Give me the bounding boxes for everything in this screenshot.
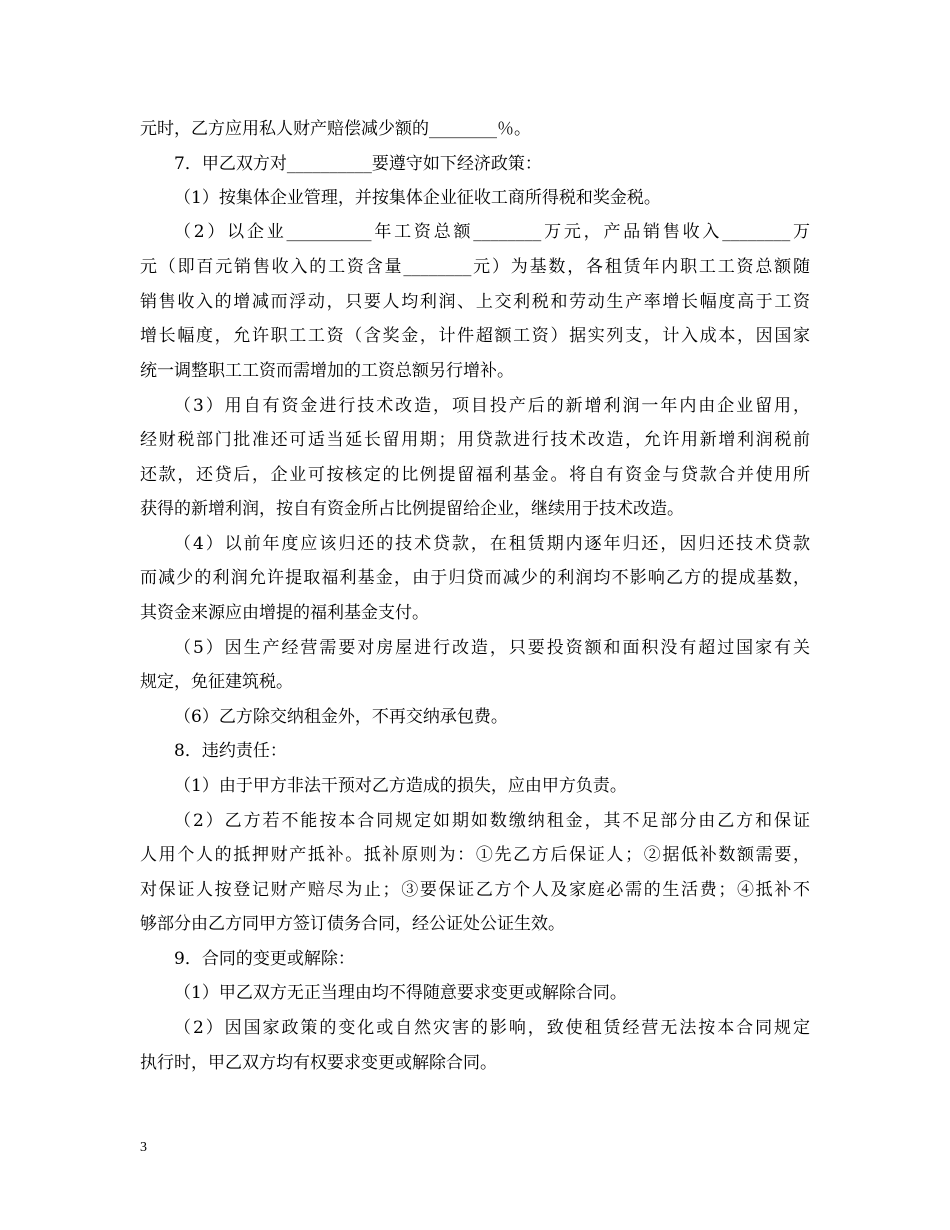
text-line: 人用个人的抵押财产抵补。抵补原则为：①先乙方后保证人；②据低补数额需要，: [140, 845, 810, 865]
text-line: 够部分由乙方同甲方签订债务合同，经公证处公证生效。: [140, 914, 565, 934]
text-line: （5）因生产经营需要对房屋进行改造，只要投资额和面积没有超过国家有关: [174, 638, 810, 658]
text-line: （1）按集体企业管理，并按集体企业征收工商所得税和奖金税。: [174, 188, 661, 208]
page-number: 3: [140, 1140, 147, 1155]
text-line: 还款，还贷后，企业可按核定的比例提留福利基金。将自有资金与贷款合并使用所: [140, 465, 810, 485]
text-line: 其资金来源应由增提的福利基金支付。: [140, 603, 429, 623]
text-line: 获得的新增利润，按自有资金所占比例提留给企业，继续用于技术改造。: [140, 499, 684, 519]
text-line: 经财税部门批准还可适当延长留用期；用贷款进行技术改造，允许用新增利润税前: [140, 430, 810, 450]
text-line: （2）因国家政策的变化或自然灾害的影响，致使租赁经营无法按本合同规定: [174, 1018, 810, 1038]
section-heading: 9．合同的变更或解除：: [174, 949, 355, 969]
text-line: （1）甲乙双方无正当理由均不得随意要求变更或解除合同。: [174, 983, 627, 1003]
text-line: （2）以企业__________年工资总额________万元，产品销售收入________万: [174, 222, 810, 242]
text-line: 规定，免征建筑税。: [140, 672, 293, 692]
text-line: （6）乙方除交纳租金外，不再交纳承包费。: [174, 707, 508, 727]
text-line: 统一调整职工工资而需增加的工资总额另行增补。: [140, 361, 514, 381]
text-line: （3）用自有资金进行技术改造，项目投产后的新增利润一年内由企业留用，: [174, 396, 810, 416]
text-line: 对保证人按登记财产赔尽为止；③要保证乙方个人及家庭必需的生活费；④抵补不: [140, 880, 810, 900]
text-line: 销售收入的增减而浮动，只要人均利润、上交利税和劳动生产率增长幅度高于工资: [140, 292, 810, 312]
text-line: （4）以前年度应该归还的技术贷款，在租赁期内逐年归还，因归还技术贷款: [174, 534, 810, 554]
text-line: 元时，乙方应用私人财产赔偿减少额的________％。: [140, 119, 531, 139]
section-heading: 8．违约责任：: [174, 741, 287, 761]
text-line: （1）由于甲方非法干预对乙方造成的损失，应由甲方负责。: [174, 776, 627, 796]
text-line: （2）乙方若不能按本合同规定如期如数缴纳租金，其不足部分由乙方和保证: [174, 811, 810, 831]
section-heading: 7．甲乙双方对__________要遵守如下经济政策：: [174, 154, 542, 174]
text-line: 增长幅度，允许职工工资（含奖金，计件超额工资）据实列支，计入成本，因国家: [140, 326, 810, 346]
text-line: 执行时，甲乙双方均有权要求变更或解除合同。: [140, 1053, 497, 1073]
text-line: 而减少的利润允许提取福利基金，由于归贷而减少的利润均不影响乙方的提成基数，: [140, 568, 810, 588]
text-line: 元（即百元销售收入的工资含量________元）为基数，各租赁年内职工工资总额随: [140, 257, 810, 277]
